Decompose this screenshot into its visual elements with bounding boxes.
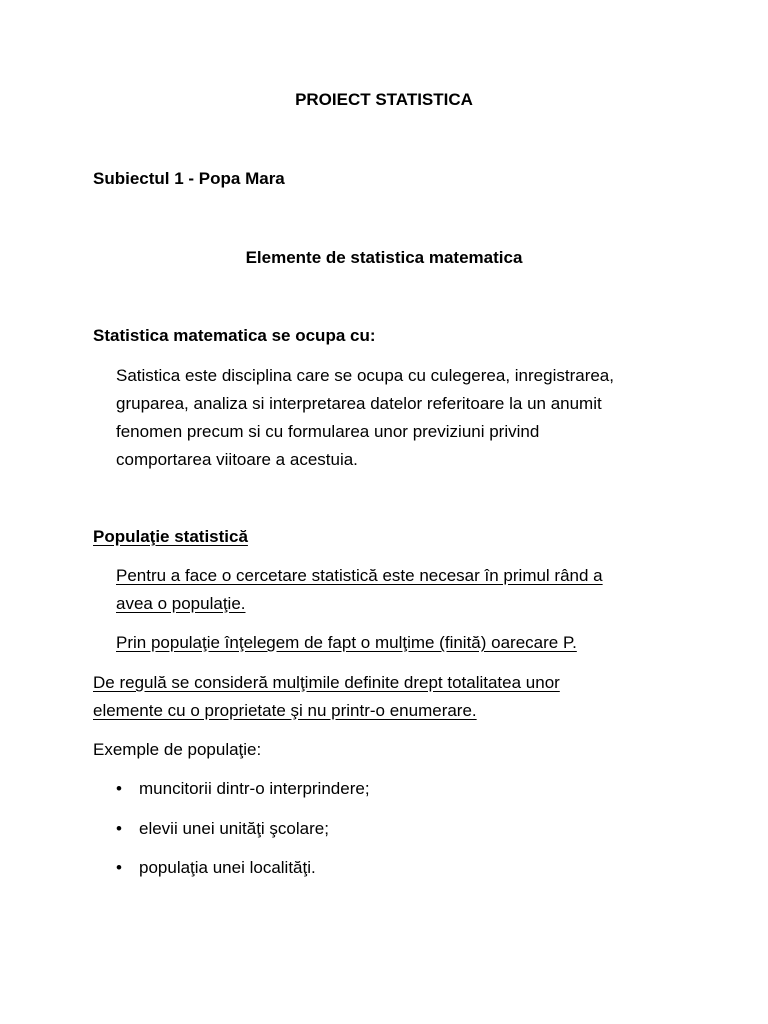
- subheading: Statistica matematica se ocupa cu:: [93, 326, 376, 345]
- population-paragraph-line: Pentru a face o cercetare statistică este necesar în primul rând a: [116, 566, 603, 585]
- subject-line: Subiectul 1 - Popa Mara: [93, 169, 285, 188]
- population-heading: Populaţie statistică: [93, 527, 248, 546]
- intro-line: fenomen precum si cu formularea unor previziuni privind: [116, 422, 540, 441]
- section-heading: Elemente de statistica matematica: [245, 248, 523, 267]
- examples-label: Exemple de populaţie:: [93, 740, 262, 759]
- intro-line: comportarea viitoare a acestuia.: [116, 450, 358, 469]
- example-item: populaţia unei localităţi.: [139, 858, 316, 877]
- population-rule-line: De regulă se consideră mulţimile definite drept totalitatea unor: [93, 673, 560, 692]
- example-item: elevii unei unităţi şcolare;: [139, 819, 329, 838]
- population-definition: Prin populaţie înţelegem de fapt o mulţime (finită) oarecare P.: [116, 633, 577, 652]
- population-paragraph-line: avea o populaţie.: [116, 594, 246, 613]
- document-title: PROIECT STATISTICA: [295, 90, 473, 109]
- population-rule-line: elemente cu o proprietate şi nu printr-o enumerare.: [93, 701, 477, 720]
- bullet-marker: •: [116, 779, 122, 798]
- intro-line: Satistica este disciplina care se ocupa cu culegerea, inregistrarea,: [116, 366, 614, 385]
- example-item: muncitorii dintr-o interprindere;: [139, 779, 370, 798]
- bullet-marker: •: [116, 858, 122, 877]
- intro-line: gruparea, analiza si interpretarea datelor referitoare la un anumit: [116, 394, 602, 413]
- bullet-marker: •: [116, 819, 122, 838]
